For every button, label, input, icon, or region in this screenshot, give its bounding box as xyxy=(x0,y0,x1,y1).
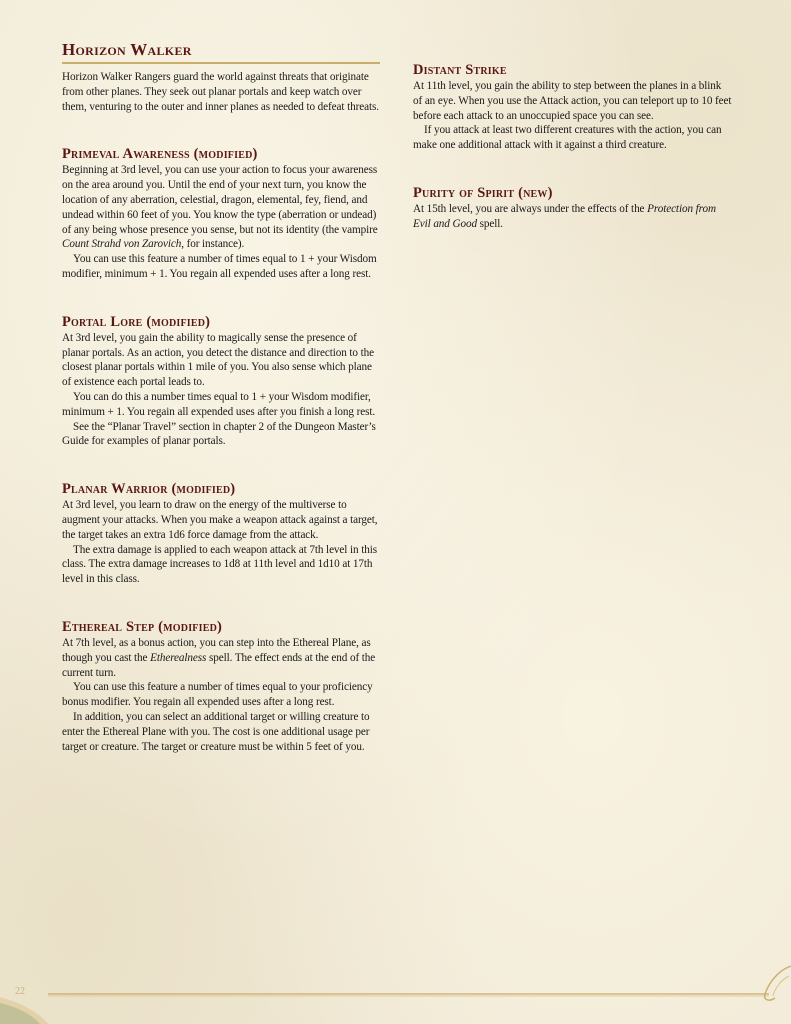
portal-paragraph-2: You can do this a number times equal to 1 + your Wisdom modifier, minimum + 1. You regain all expended uses after you finish a long rest. xyxy=(62,390,376,418)
footer-rule xyxy=(48,993,769,997)
planar-paragraph-2: The extra damage is applied to each weapon attack at 7th level in this class. The extra damage increases to 1d8 at 11th level and 1d10 at 17th level in this class. xyxy=(62,543,377,586)
page-corner-ornament xyxy=(0,985,60,1024)
intro-paragraph: Horizon Walker Rangers guard the world against threats that originate from other planes. They seek out planar portals and keep watch over them, venturing to the outer and inner planes as needed to defeat threats. xyxy=(62,71,379,113)
distant-paragraph-2: If you attack at least two different creatures with the action, you can make one additional attack with it against a third creature. xyxy=(413,124,722,152)
primeval-paragraph-2: You can use this feature a number of times equal to 1 + your Wisdom modifier, minimum + 1. You regain all expended uses after a long rest. xyxy=(62,253,377,280)
page-title: Horizon Walker xyxy=(62,40,380,64)
portal-paragraph-1: At 3rd level, you gain the ability to magically sense the presence of planar portals. As an action, you detect the distance and direction to the closest planar portals within 1 mile of you. You also sense which plane of existence each portal leads to. xyxy=(62,331,374,389)
section-purity-of-spirit xyxy=(413,185,733,232)
section-title-planar-warrior: Planar Warrior (modified) xyxy=(62,481,236,498)
right-column xyxy=(413,62,733,232)
section-portal-lore xyxy=(62,314,380,449)
purity-paragraph-1: At 15th level, you are always under the effects of the Protection from Evil and Good spell. xyxy=(413,202,716,230)
ethereal-paragraph-3: In addition, you can select an additional target or willing creature to enter the Ethereal Plane with you. The cost is one additional usage per target or creature. The target or creature must be within 5 feet of you. xyxy=(62,710,370,753)
etherealness-spell: Etherealness xyxy=(150,651,207,664)
left-column xyxy=(62,40,380,754)
section-title-ethereal-step: Ethereal Step (modified) xyxy=(62,618,223,635)
section-title-purity-of-spirit: Purity of Spirit (new) xyxy=(413,184,553,201)
strahd-name: Count Strahd von Zarovich xyxy=(62,238,182,251)
footer-swirl-ornament xyxy=(751,962,791,1002)
section-title-primeval-awareness: Primeval Awareness (modified) xyxy=(62,146,258,163)
section-title-portal-lore: Portal Lore (modified) xyxy=(62,313,211,330)
section-planar-warrior xyxy=(62,481,380,587)
portal-paragraph-3: See the “Planar Travel” section in chapter 2 of the Dungeon Master’s Guide for examples of planar portals. xyxy=(62,420,376,448)
ethereal-paragraph-1: At 7th level, as a bonus action, you can step into the Ethereal Plane, as though you cast the Etherealness spell. The effect ends at the end of the current turn. xyxy=(62,636,376,679)
section-ethereal-step xyxy=(62,619,380,754)
section-title-distant-strike: Distant Strike xyxy=(413,62,507,78)
section-primeval-awareness xyxy=(62,146,380,281)
primeval-paragraph-1: Beginning at 3rd level, you can use your action to focus your awareness on the area around you. Until the end of your next turn, you know the location of any aberration, celestial, dragon, elemental, fey, fiend, and undead within 60 feet of you. You know the type (aberration or undead) of any being whose presence you sense, but not its identity (the vampire Count Strahd von Zarovich, for instance). xyxy=(62,164,378,251)
protection-spell: Protection from Evil and Good xyxy=(413,202,716,230)
ethereal-paragraph-2: You can use this feature a number of times equal to your proficiency bonus modifier. You regain all expended uses after a long rest. xyxy=(62,681,373,709)
page-number: 22 xyxy=(15,986,25,997)
distant-paragraph-1: At 11th level, you gain the ability to step between the planes in a blink of an eye. When you use the Attack action, you can teleport up to 10 feet before each attack to an unoccupied space you can see. xyxy=(413,80,732,122)
section-distant-strike xyxy=(413,62,733,153)
planar-paragraph-1: At 3rd level, you learn to draw on the energy of the multiverse to augment your attacks. When you make a weapon attack against a target, the target takes an extra 1d6 force damage from the attack. xyxy=(62,499,378,541)
